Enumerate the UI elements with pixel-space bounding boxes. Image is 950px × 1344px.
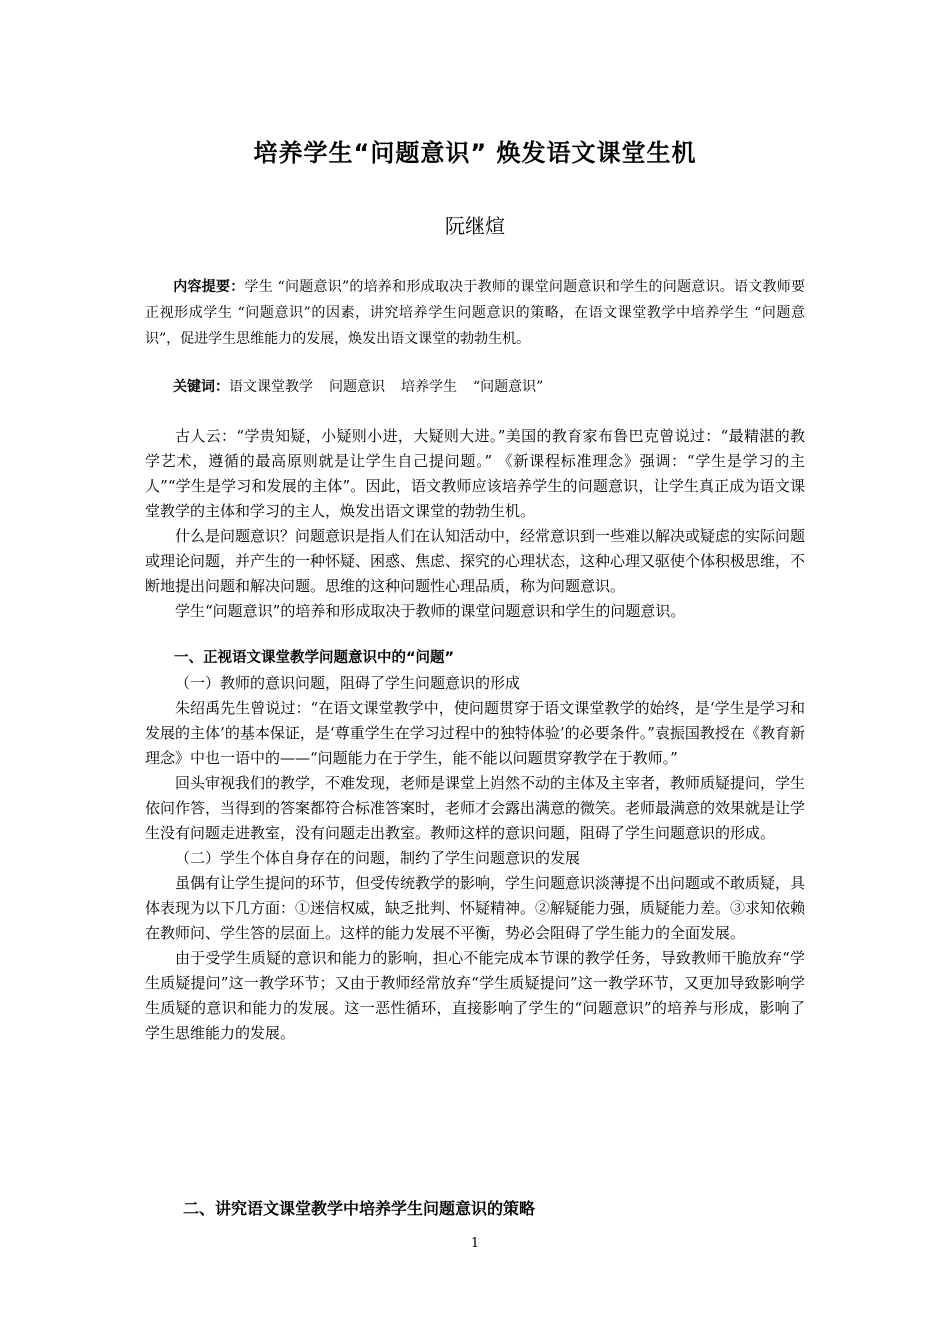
- author-name: 阮继煊: [445, 214, 505, 238]
- paragraph: 古人云：“学贵知疑，小疑则小进，大疑则大进。”美国的教育家布鲁巴克曾说过：“最精湛的教学艺术，遵循的最高原则就是让学生自己提问题。” 《新课程标准理念》强调：“学生是学习的主人”“学生是学习和发展的主体”。因此，语文教师应该培养学生的问题意识，让学生真正成为语文课堂教学的主体和学习的主人，焕发出语文课堂的勃勃生机。: [145, 427, 805, 520]
- keyword: 语文课堂教学: [229, 379, 313, 395]
- keywords-label: 关键词：: [173, 379, 229, 395]
- abstract-text: 学生 “问题意识”的培养和形成取决于教师的课堂问题意识和学生的问题意识。语文教师要正视形成学生 “问题意识”的因素，讲究培养学生问题意识的策略，在语文课堂教学中培养学生 “问题意识”，促进学生思维能力的发展，焕发出语文课堂的勃勃生机。: [145, 279, 806, 347]
- keyword: 培养学生: [401, 379, 457, 395]
- page-number: 1: [470, 1236, 480, 1251]
- paragraph: 回头审视我们的教学，不难发现，老师是课堂上岿然不动的主体及主宰者，教师质疑提问，学生依问作答，当得到的答案都符合标准答案时，老师才会露出满意的微笑。老师最满意的效果就是让学生没有问题走进教室，没有问题走出教室。教师这样的意识问题，阻碍了学生问题意识的形成。: [145, 774, 806, 842]
- keywords: [145, 374, 805, 400]
- abstract-label: 内容提要：: [173, 279, 245, 295]
- abstract: [145, 274, 805, 352]
- keyword: “问题意识”: [473, 379, 544, 395]
- body-text: [145, 424, 805, 1046]
- subsection-heading: （二）学生个体自身存在的问题，制约了学生问题意识的发展: [175, 849, 581, 867]
- subsection-heading: （一）教师的意识问题，阻碍了学生问题意识的形成: [175, 674, 521, 692]
- keyword: 问题意识: [329, 379, 385, 395]
- paragraph: 虽偶有让学生提问的环节，但受传统教学的影响，学生问题意识淡薄提不出问题或不敢质疑，具体表现为以下几方面：①迷信权威，缺乏批判、怀疑精神。②解疑能力强，质疑能力差。③求知依赖在教师问、学生答的层面上。这样的能力发展不平衡，势必会阻碍了学生能力的全面发展。: [145, 874, 806, 942]
- paragraph: 朱绍禹先生曾说过：“在语文课堂教学中，使问题贯穿于语文课堂教学的始终，是‘学生是学习和发展的主体’的基本保证，是‘尊重学生在学习过程中的独特体验’的必要条件。”袁振国教授在《教育新理念》中也一语中的——“问题能力在于学生，能不能以问题贯穿教学在于教师。”: [145, 699, 805, 767]
- paragraph: 由于受学生质疑的意识和能力的影响，担心不能完成本节课的教学任务，导致教师干脆放弃“学生质疑提问”这一教学环节；又由于教师经常放弃“学生质疑提问”这一教学环节，又更加导致影响学生质疑的意识和能力的发展。这一恶性循环，直接影响了学生的“问题意识”的培养与形成，影响了学生思维能力的发展。: [145, 949, 805, 1042]
- document-title: 培养学生“问题意识” 焕发语文课堂生机: [253, 139, 697, 167]
- paragraph: 什么是问题意识？问题意识是指人们在认知活动中，经常意识到一些难以解决或疑虑的实际问题或理论问题，并产生的一种怀疑、困惑、焦虑、探究的心理状态，这种心理又驱使个体积极思维，不断地提出问题和解决问题。思维的这种问题性心理品质，称为问题意识。: [145, 527, 806, 595]
- paragraph: 学生“问题意识”的培养和形成取决于教师的课堂问题意识和学生的问题意识。: [175, 602, 686, 620]
- section-heading: 一、正视语文课堂教学问题意识中的“问题”: [174, 650, 455, 666]
- section-heading: 二、讲究语文课堂教学中培养学生问题意识的策略: [183, 1199, 536, 1218]
